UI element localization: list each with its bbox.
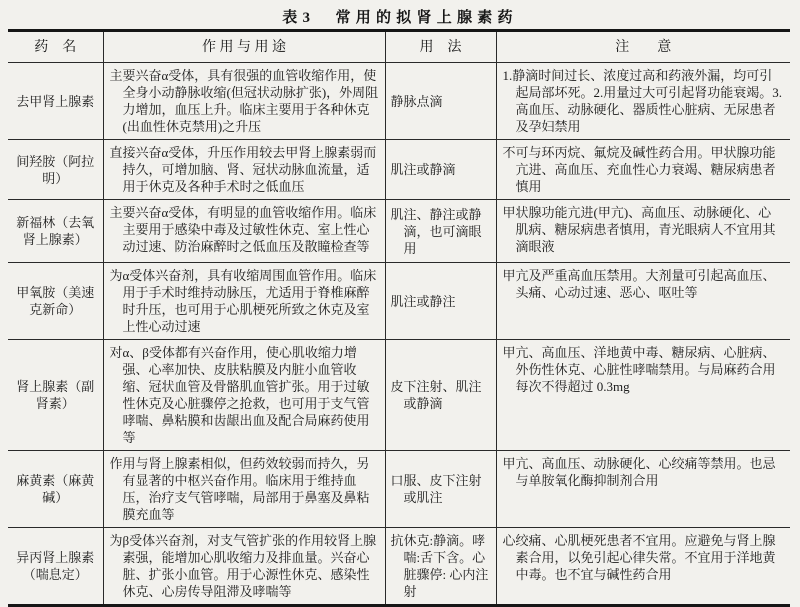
usage-cell: 静脉点滴 [385, 63, 496, 140]
caution-cell: 甲亢、高血压、动脉硬化、心绞痛等禁用。也忌与单胺氧化酶抑制剂合用 [496, 451, 790, 528]
table-row [8, 451, 790, 528]
column-header-caution: 注 意 [496, 31, 790, 63]
caution-cell: 甲亢、高血压、洋地黄中毒、糖尿病、心脏病、外伤性休克、心脏性哮喘禁用。与局麻药合用每次不得超过 0.3mg [496, 340, 790, 451]
drug-name-cell: 肾上腺素（副肾素） [8, 340, 103, 451]
usage-cell: 口服、皮下注射或肌注 [385, 451, 496, 528]
column-header-drug-name: 药 名 [8, 31, 103, 63]
usage-cell: 肌注或静注 [385, 263, 496, 340]
drug-name-cell: 甲氧胺（美速克新命） [8, 263, 103, 340]
action-cell: 为β受体兴奋剂，对支气管扩张的作用较肾上腺素强，能增加心肌收缩力及排血量。兴奋心脏、扩张小血管。用于心源性休克、感染性休克、心房传导阻滞及哮喘等 [103, 528, 385, 606]
table-row [8, 63, 790, 140]
drug-name-cell: 间羟胺（阿拉明） [8, 140, 103, 200]
column-header-action-and-use: 作 用 与 用 途 [103, 31, 385, 63]
action-cell: 对α、β受体都有兴奋作用，使心肌收缩力增强、心率加快、皮肤粘膜及内脏小血管收缩、冠状血管及骨骼肌血管扩张。用于过敏性休克及心脏骤停之抢救，也可用于支气管哮喘、鼻粘膜和齿龈出血及配合局麻药使用等 [103, 340, 385, 451]
table-header [8, 31, 790, 63]
usage-cell: 肌注、静注或静滴，也可滴眼用 [385, 200, 496, 263]
drug-name-cell: 新福林（去氧肾上腺素） [8, 200, 103, 263]
table-row [8, 140, 790, 200]
usage-cell: 肌注或静滴 [385, 140, 496, 200]
caution-cell: 不可与环丙烷、氟烷及碱性药合用。甲状腺功能亢进、高血压、充血性心力衰竭、糖尿病患者慎用 [496, 140, 790, 200]
action-cell: 作用与肾上腺素相似，但药效较弱而持久，另有显著的中枢兴奋作用。临床用于维持血压，治疗支气管哮喘，局部用于鼻塞及鼻粘膜充血等 [103, 451, 385, 528]
caution-cell: 甲状腺功能亢进(甲亢)、高血压、动脉硬化、心肌病、糖尿病患者慎用，青光眼病人不宜用其滴眼液 [496, 200, 790, 263]
action-cell: 直接兴奋α受体，升压作用较去甲肾上腺素弱而持久，可增加脑、肾、冠状动脉血流量，适用于休克及各种手术时之低血压 [103, 140, 385, 200]
action-cell: 主要兴奋α受体，具有很强的血管收缩作用，使全身小动静脉收缩(但冠状动脉扩张)，外周阻力增加，血压上升。临床主要用于各种休克(出血性休克禁用)之升压 [103, 63, 385, 140]
action-cell: 为α受体兴奋剂，具有收缩周围血管作用。临床用于手术时维持动脉压，尤适用于脊椎麻醉时升压，也可用于心肌梗死所致之休克及室上性心动过速 [103, 263, 385, 340]
drug-name-cell: 麻黄素（麻黄碱） [8, 451, 103, 528]
action-cell: 主要兴奋α受体，有明显的血管收缩作用。临床主要用于感染中毒及过敏性休克、室上性心动过速、防治麻醉时之低血压及散瞳检查等 [103, 200, 385, 263]
usage-cell: 抗休克:静滴。哮喘:舌下含。心脏骤停: 心内注射 [385, 528, 496, 606]
caution-cell: 1.静滴时间过长、浓度过高和药液外漏，均可引起局部坏死。2.用量过大可引起肾功能衰竭。3.高血压、动脉硬化、器质性心脏病、无尿患者及孕妇禁用 [496, 63, 790, 140]
caution-cell: 心绞痛、心肌梗死患者不宜用。应避免与肾上腺素合用，以免引起心律失常。不宜用于洋地黄中毒。也不宜与碱性药合用 [502, 533, 776, 582]
adrenergic-drugs-table [8, 29, 790, 607]
table-row [8, 340, 790, 451]
caution-cell: 甲亢及严重高血压禁用。大剂量可引起高血压、头痛、心动过速、恶心、呕吐等 [496, 263, 790, 340]
table-row [8, 263, 790, 340]
drug-name-cell: 异丙肾上腺素（喘息定） [8, 528, 103, 606]
column-header-usage: 用 法 [385, 31, 496, 63]
header-row [8, 31, 790, 63]
table-row [8, 200, 790, 263]
page-title: 表3 常用的拟肾上腺素药 [282, 10, 518, 26]
table-body [8, 63, 790, 606]
drug-name-cell: 去甲肾上腺素 [8, 63, 103, 140]
usage-cell: 皮下注射、肌注或静滴 [385, 340, 496, 451]
table-row [8, 528, 790, 606]
